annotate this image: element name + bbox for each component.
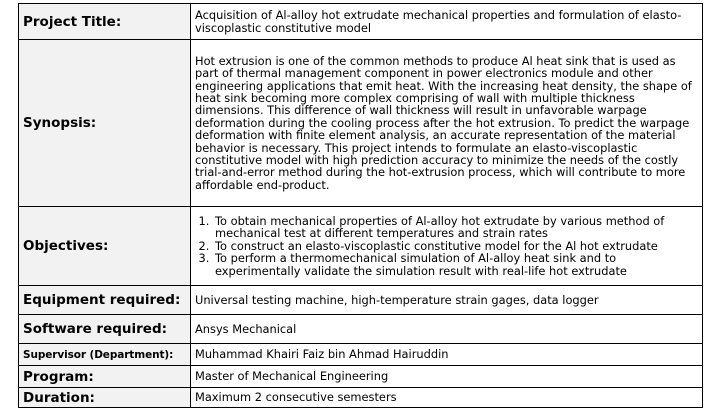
row-project-title: [19, 4, 703, 40]
row-software: [19, 315, 703, 344]
equipment-value: Universal testing machine, high-temperature strain gages, data logger: [191, 286, 703, 315]
objectives-label: Objectives:: [19, 207, 191, 286]
row-supervisor: [19, 344, 703, 366]
project-title-value: Acquisition of Al-alloy hot extrudate mechanical properties and formulation of elasto-viscoplastic constitutive model: [191, 4, 703, 40]
objectives-list: [195, 215, 698, 277]
equipment-label: Equipment required:: [19, 286, 191, 315]
program-label: Program:: [19, 366, 191, 388]
synopsis-label: Synopsis:: [19, 40, 191, 207]
row-equipment: [19, 286, 703, 315]
row-objectives: [19, 207, 703, 286]
software-label: Software required:: [19, 315, 191, 344]
synopsis-value: Hot extrusion is one of the common methods to produce Al heat sink that is used as part of thermal management component in power electronics module and other engineering applications that emit heat. With the increasing heat density, the shape of heat sink becoming more complex comprising of wall with multiple thickness dimensions. This difference of wall thickness will result in unfavorable warpage deformation during the cooling process after the hot extrusion. To predict the warpage deformation with finite element analysis, an accurate representation of the material behavior is necessary. This project intends to formulate an elasto-viscoplastic constitutive model with high prediction accuracy to minimize the needs of the costly trial-and-error method during the hot-extrusion process, which will contribute to more affordable end-product.: [191, 40, 703, 207]
project-details-table: [18, 3, 703, 408]
objective-item: 3. To perform a thermomechanical simulation of Al-alloy heat sink and to experimentally validate the simulation result with real-life hot extrudate: [213, 252, 698, 277]
row-synopsis: [19, 40, 703, 207]
supervisor-value: Muhammad Khairi Faiz bin Ahmad Hairuddin: [191, 344, 703, 366]
objective-item: 1. To obtain mechanical properties of Al-alloy hot extrudate by various method of mechanical test at different temperatures and strain rates: [213, 215, 698, 240]
software-value: Ansys Mechanical: [191, 315, 703, 344]
duration-label: Duration:: [19, 388, 191, 408]
supervisor-label: Supervisor (Department):: [19, 344, 191, 366]
row-program: [19, 366, 703, 388]
project-title-label: Project Title:: [19, 4, 191, 40]
objectives-value: [191, 207, 703, 286]
program-value: Master of Mechanical Engineering: [191, 366, 703, 388]
duration-value: Maximum 2 consecutive semesters: [191, 388, 703, 408]
objective-item: 2. To construct an elasto-viscoplastic constitutive model for the Al hot extrudate: [213, 240, 698, 252]
